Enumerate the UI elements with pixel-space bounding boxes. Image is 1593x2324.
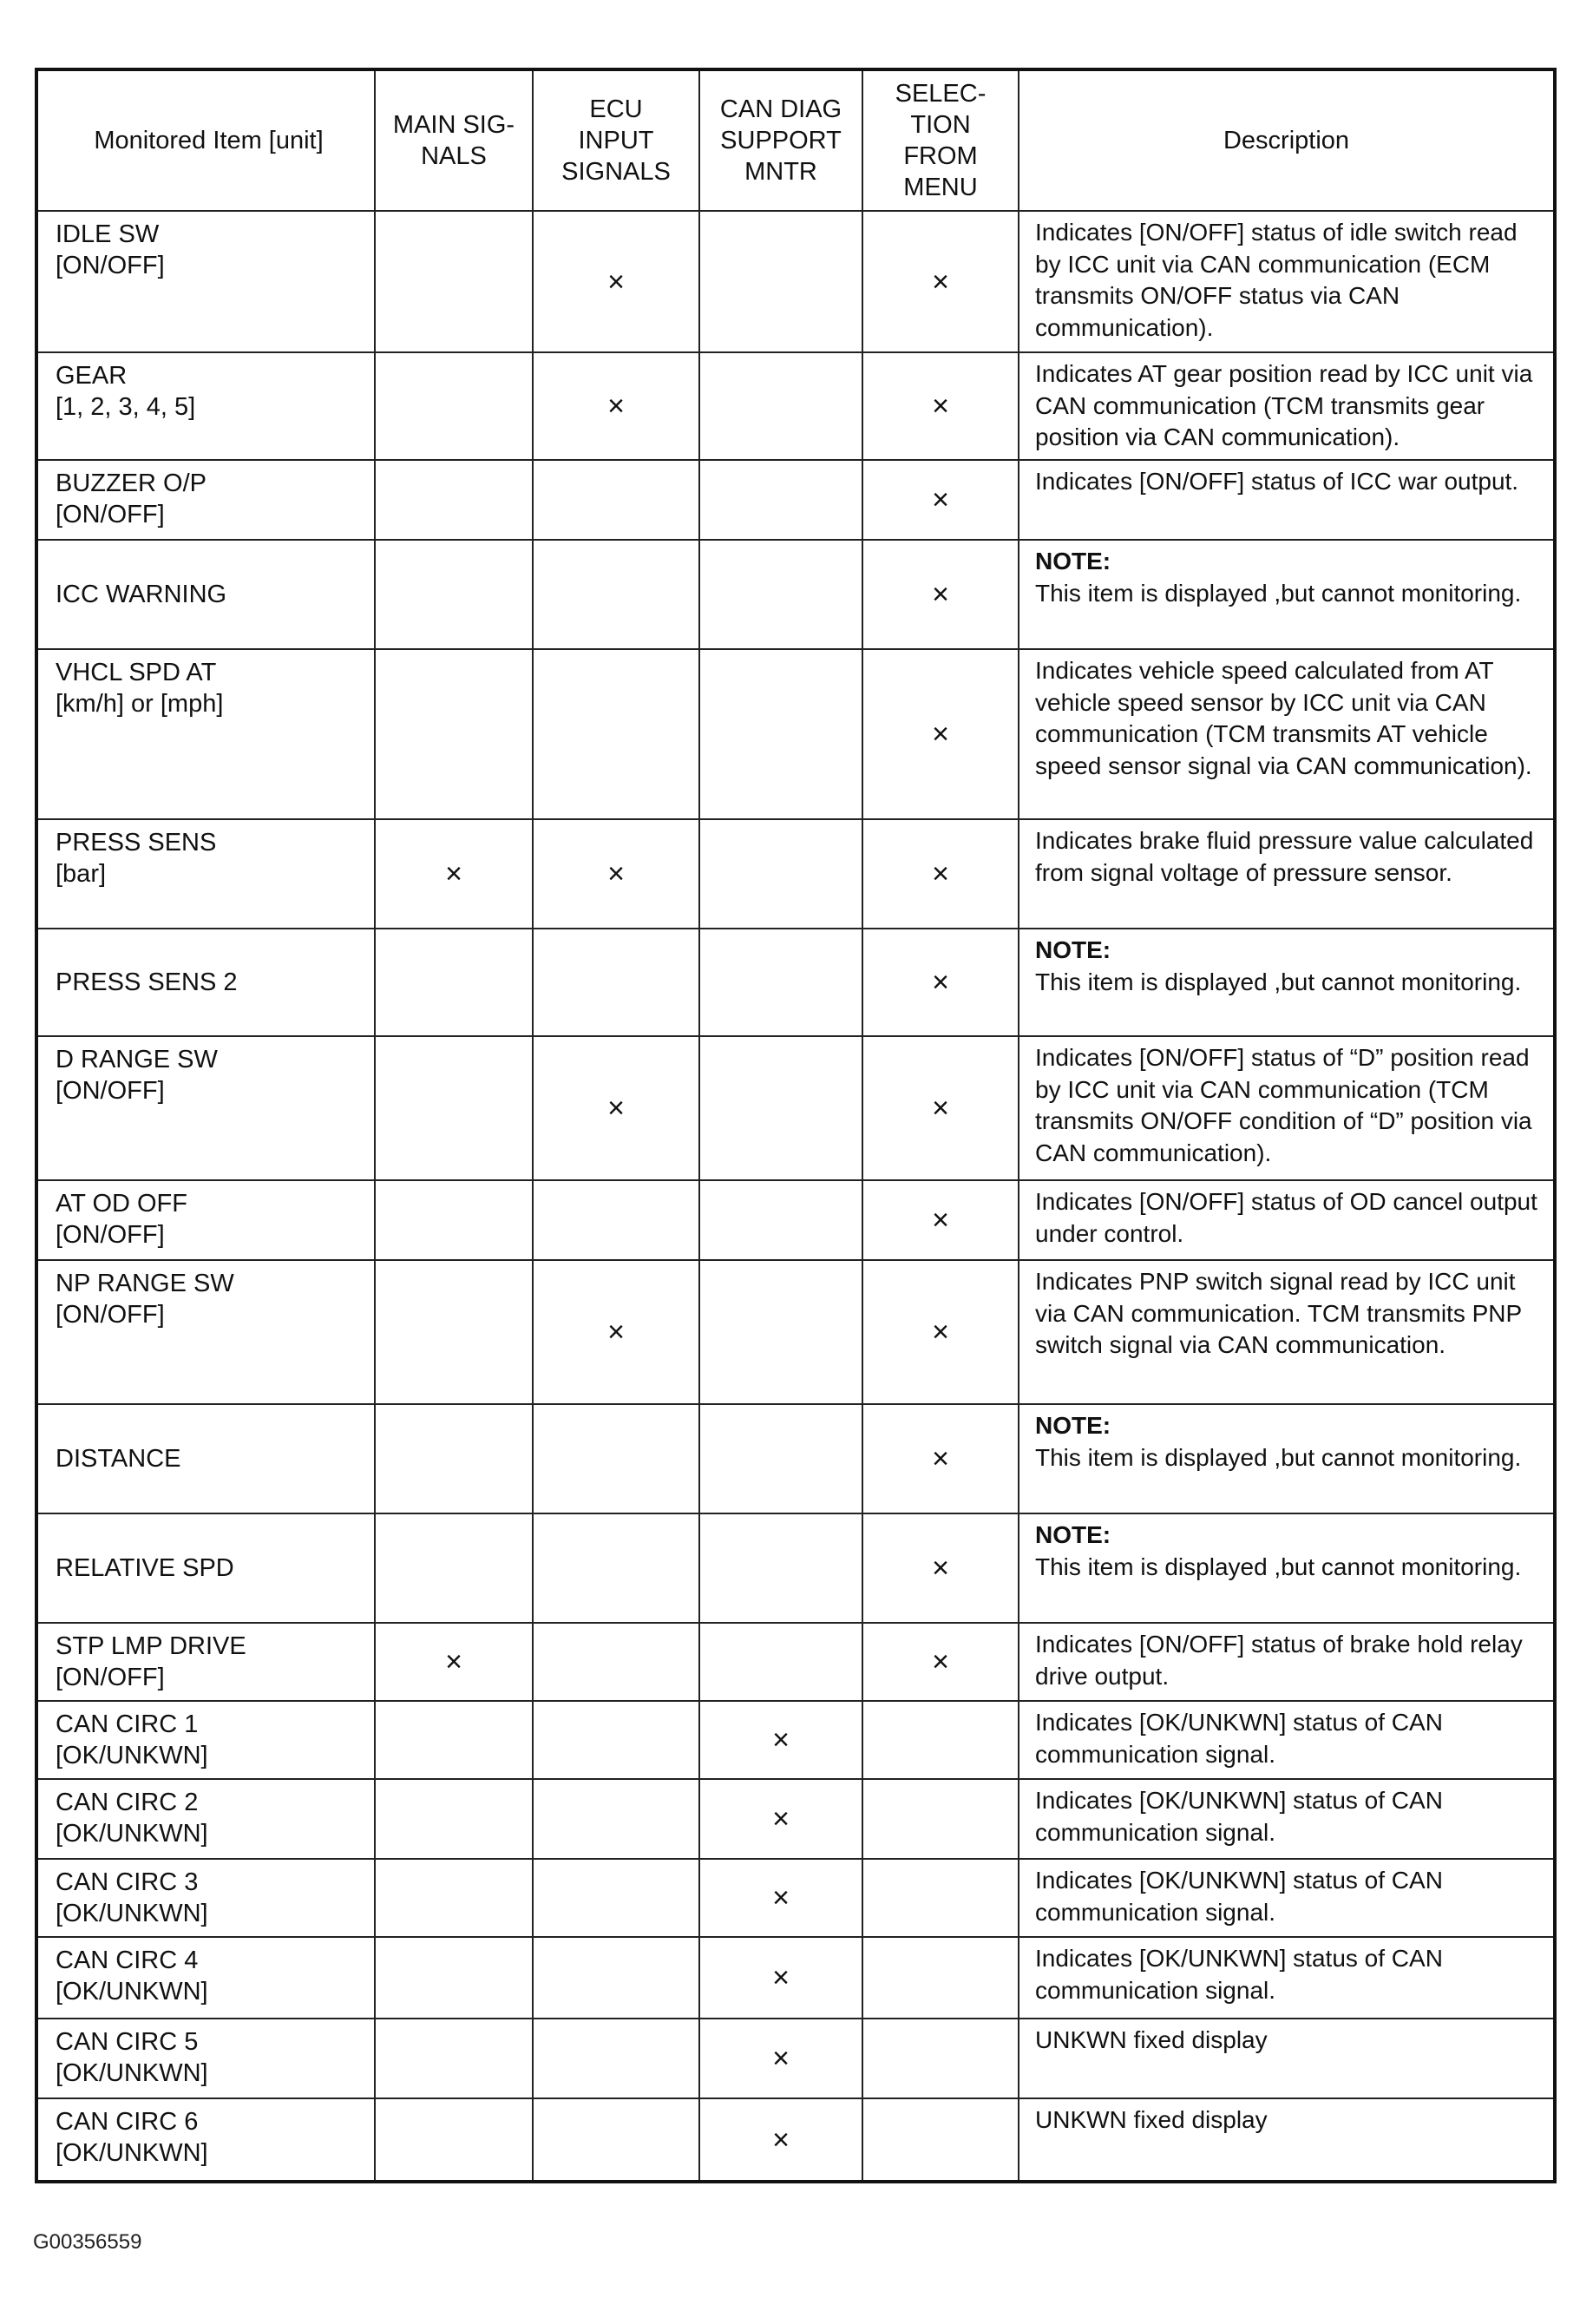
- monitored-item-unit: [OK/UNKWN]: [56, 1978, 208, 2006]
- main-signals-mark: ×: [375, 819, 533, 929]
- table-row: [36, 211, 1555, 352]
- monitored-item-unit: [ON/OFF]: [56, 1301, 165, 1329]
- can-diag-support-mark: [699, 1036, 862, 1180]
- selection-from-menu-mark: ×: [862, 1623, 1019, 1701]
- can-diag-support-mark: ×: [699, 1859, 862, 1937]
- monitored-item-name: CAN CIRC 3: [56, 1868, 199, 1896]
- description-cell: [1019, 2098, 1555, 2182]
- description-text: Indicates [ON/OFF] status of idle switch read by ICC unit via CAN communication (ECM transmits ON/OFF status via CAN communication).: [1035, 219, 1518, 341]
- monitored-item-cell: [36, 1404, 375, 1513]
- monitored-item-cell: [36, 819, 375, 929]
- main-signals-mark: [375, 929, 533, 1036]
- monitored-item-unit: [OK/UNKWN]: [56, 2139, 208, 2167]
- can-diag-support-mark: ×: [699, 2019, 862, 2098]
- table-row: [36, 1180, 1555, 1260]
- monitored-item-cell: [36, 2098, 375, 2182]
- main-signals-mark: [375, 1513, 533, 1623]
- monitored-item-name: CAN CIRC 5: [56, 2028, 199, 2056]
- ecu-input-signals-mark: [533, 1513, 699, 1623]
- monitored-item-cell: [36, 540, 375, 649]
- selection-from-menu-mark: [862, 1937, 1019, 2019]
- table-row: [36, 1623, 1555, 1701]
- description-cell: [1019, 649, 1555, 819]
- monitored-item-unit: [1, 2, 3, 4, 5]: [56, 393, 196, 421]
- ecu-input-signals-mark: ×: [533, 1036, 699, 1180]
- ecu-input-signals-mark: [533, 929, 699, 1036]
- selection-from-menu-mark: ×: [862, 1513, 1019, 1623]
- monitored-item-cell: [36, 1180, 375, 1260]
- description-text: Indicates [OK/UNKWN] status of CAN communication signal.: [1035, 1787, 1443, 1846]
- note-label: NOTE:: [1035, 548, 1111, 574]
- description-cell: [1019, 211, 1555, 352]
- table-row: [36, 1937, 1555, 2019]
- main-signals-mark: [375, 211, 533, 352]
- header-selection-from-menu: [862, 69, 1019, 211]
- ecu-input-signals-mark: [533, 1404, 699, 1513]
- header-line: SIGNALS: [561, 158, 671, 186]
- description-text: Indicates AT gear position read by ICC unit via CAN communication (TCM transmits gear position via CAN communication).: [1035, 360, 1533, 450]
- table-row: [36, 929, 1555, 1036]
- description-cell: [1019, 352, 1555, 460]
- monitored-item-name: ICC WARNING: [56, 581, 227, 608]
- header-line: SUPPORT: [720, 127, 842, 154]
- description-cell: [1019, 819, 1555, 929]
- main-signals-mark: [375, 1260, 533, 1404]
- ecu-input-signals-mark: ×: [533, 352, 699, 460]
- monitored-item-cell: [36, 460, 375, 540]
- description-text: Indicates PNP switch signal read by ICC unit via CAN communication. TCM transmits PNP switch signal via CAN communication.: [1035, 1268, 1522, 1358]
- figure-id: G00356559: [33, 2230, 142, 2254]
- can-diag-support-mark: [699, 1260, 862, 1404]
- selection-from-menu-mark: [862, 1701, 1019, 1779]
- main-signals-mark: [375, 540, 533, 649]
- monitored-item-name: RELATIVE SPD: [56, 1554, 234, 1582]
- can-diag-support-mark: [699, 1404, 862, 1513]
- header-line: CAN DIAG: [719, 95, 842, 123]
- header-can-diag-support-mntr: [699, 69, 862, 211]
- note-label: NOTE:: [1035, 1412, 1111, 1439]
- main-signals-mark: [375, 1779, 533, 1859]
- header-monitored-item: [36, 69, 375, 211]
- description-text: Indicates [OK/UNKWN] status of CAN communication signal.: [1035, 1709, 1443, 1768]
- header-row: [36, 69, 1555, 211]
- main-signals-mark: [375, 460, 533, 540]
- ecu-input-signals-mark: [533, 1701, 699, 1779]
- description-cell: [1019, 1937, 1555, 2019]
- header-line: MNTR: [744, 158, 817, 186]
- table-row: [36, 1779, 1555, 1859]
- can-diag-support-mark: [699, 819, 862, 929]
- can-diag-support-mark: [699, 649, 862, 819]
- selection-from-menu-mark: ×: [862, 540, 1019, 649]
- monitored-item-unit: [OK/UNKWN]: [56, 1742, 208, 1769]
- main-signals-mark: [375, 2098, 533, 2182]
- selection-from-menu-mark: [862, 1859, 1019, 1937]
- header-line: ECU: [589, 95, 643, 123]
- description-text: Indicates [ON/OFF] status of “D” position read by ICC unit via CAN communication (TCM transmits ON/OFF condition of “D” position via CAN communication).: [1035, 1044, 1532, 1166]
- main-signals-mark: [375, 649, 533, 819]
- description-text: Indicates vehicle speed calculated from AT vehicle speed sensor by ICC unit via CAN communication (TCM transmits AT vehicle speed sensor signal via CAN communication).: [1035, 657, 1532, 779]
- description-text: Indicates [ON/OFF] status of brake hold relay drive output.: [1035, 1631, 1523, 1690]
- selection-from-menu-mark: ×: [862, 929, 1019, 1036]
- can-diag-support-mark: [699, 1180, 862, 1260]
- table-row: [36, 1260, 1555, 1404]
- description-cell: [1019, 460, 1555, 540]
- description-text: Indicates [OK/UNKWN] status of CAN communication signal.: [1035, 1867, 1443, 1926]
- description-cell: [1019, 1859, 1555, 1937]
- table-row: [36, 819, 1555, 929]
- selection-from-menu-mark: ×: [862, 649, 1019, 819]
- monitored-item-cell: [36, 1623, 375, 1701]
- main-signals-mark: [375, 352, 533, 460]
- monitored-item-cell: [36, 2019, 375, 2098]
- ecu-input-signals-mark: [533, 1180, 699, 1260]
- monitored-item-unit: [ON/OFF]: [56, 1077, 165, 1105]
- main-signals-mark: [375, 1859, 533, 1937]
- selection-from-menu-mark: [862, 1779, 1019, 1859]
- can-diag-support-mark: ×: [699, 1701, 862, 1779]
- ecu-input-signals-mark: ×: [533, 211, 699, 352]
- ecu-input-signals-mark: [533, 1859, 699, 1937]
- selection-from-menu-mark: ×: [862, 1180, 1019, 1260]
- monitored-item-cell: [36, 1937, 375, 2019]
- selection-from-menu-mark: ×: [862, 819, 1019, 929]
- description-cell: [1019, 1513, 1555, 1623]
- monitored-item-name: AT OD OFF: [56, 1190, 187, 1218]
- header-line: Monitored Item [unit]: [94, 127, 324, 154]
- can-diag-support-mark: [699, 929, 862, 1036]
- selection-from-menu-mark: [862, 2098, 1019, 2182]
- description-text: Indicates brake fluid pressure value calculated from signal voltage of pressure sensor.: [1035, 827, 1534, 886]
- table-row: [36, 460, 1555, 540]
- can-diag-support-mark: ×: [699, 2098, 862, 2182]
- can-diag-support-mark: [699, 211, 862, 352]
- monitored-item-unit: [OK/UNKWN]: [56, 1820, 208, 1848]
- header-main-signals: [375, 69, 533, 211]
- monitored-item-name: D RANGE SW: [56, 1046, 218, 1073]
- selection-from-menu-mark: ×: [862, 1036, 1019, 1180]
- table-row: [36, 2098, 1555, 2182]
- description-text: Indicates [ON/OFF] status of OD cancel output under control.: [1035, 1188, 1537, 1247]
- monitored-item-unit: [ON/OFF]: [56, 1664, 165, 1691]
- ecu-input-signals-mark: [533, 540, 699, 649]
- ecu-input-signals-mark: [533, 2019, 699, 2098]
- monitored-item-cell: [36, 1859, 375, 1937]
- ecu-input-signals-mark: ×: [533, 1260, 699, 1404]
- monitored-item-name: BUZZER O/P: [56, 469, 207, 497]
- monitored-item-unit: [ON/OFF]: [56, 252, 165, 279]
- description-cell: [1019, 1180, 1555, 1260]
- monitored-item-cell: [36, 649, 375, 819]
- selection-from-menu-mark: ×: [862, 1404, 1019, 1513]
- monitored-item-name: IDLE SW: [56, 220, 160, 248]
- monitored-item-name: VHCL SPD AT: [56, 659, 217, 686]
- ecu-input-signals-mark: [533, 1623, 699, 1701]
- table-row: [36, 540, 1555, 649]
- monitored-item-name: GEAR: [56, 362, 128, 390]
- header-line: Description: [1223, 127, 1350, 154]
- monitored-item-cell: [36, 1779, 375, 1859]
- monitored-item-name: CAN CIRC 4: [56, 1947, 199, 1974]
- monitored-item-cell: [36, 1701, 375, 1779]
- main-signals-mark: [375, 1404, 533, 1513]
- monitored-item-name: DISTANCE: [56, 1445, 181, 1473]
- can-diag-support-mark: ×: [699, 1937, 862, 2019]
- monitored-item-unit: [OK/UNKWN]: [56, 1900, 208, 1927]
- header-line: INPUT: [578, 127, 654, 154]
- description-cell: [1019, 540, 1555, 649]
- description-cell: [1019, 1404, 1555, 1513]
- can-diag-support-mark: [699, 1513, 862, 1623]
- main-signals-mark: [375, 1180, 533, 1260]
- table-body: [36, 211, 1555, 2182]
- monitored-item-cell: [36, 1036, 375, 1180]
- description-text: Indicates [OK/UNKWN] status of CAN communication signal.: [1035, 1945, 1443, 2004]
- main-signals-mark: [375, 1036, 533, 1180]
- description-cell: [1019, 2019, 1555, 2098]
- ecu-input-signals-mark: [533, 1779, 699, 1859]
- table-row: [36, 1513, 1555, 1623]
- can-diag-support-mark: [699, 460, 862, 540]
- note-label: NOTE:: [1035, 1521, 1111, 1548]
- table-row: [36, 1036, 1555, 1180]
- description-text: UNKWN fixed display: [1035, 2106, 1268, 2133]
- main-signals-mark: ×: [375, 1623, 533, 1701]
- monitored-item-cell: [36, 352, 375, 460]
- description-text: This item is displayed ,but cannot monitoring.: [1035, 579, 1522, 607]
- monitored-item-cell: [36, 211, 375, 352]
- monitored-item-name: STP LMP DRIVE: [56, 1632, 246, 1660]
- monitored-item-name: PRESS SENS: [56, 829, 217, 857]
- table-row: [36, 2019, 1555, 2098]
- description-cell: [1019, 1701, 1555, 1779]
- selection-from-menu-mark: ×: [862, 1260, 1019, 1404]
- monitored-item-name: NP RANGE SW: [56, 1270, 234, 1297]
- header-line: FROM: [903, 142, 978, 170]
- ecu-input-signals-mark: [533, 649, 699, 819]
- monitored-item-name: CAN CIRC 6: [56, 2108, 199, 2136]
- can-diag-support-mark: [699, 1623, 862, 1701]
- description-text: This item is displayed ,but cannot monitoring.: [1035, 1553, 1522, 1580]
- monitored-item-name: PRESS SENS 2: [56, 968, 238, 996]
- header-line: MAIN SIG-: [392, 111, 515, 139]
- header-line: SELEC-: [895, 80, 987, 108]
- selection-from-menu-mark: ×: [862, 352, 1019, 460]
- description-text: UNKWN fixed display: [1035, 2026, 1268, 2053]
- main-signals-mark: [375, 1701, 533, 1779]
- description-cell: [1019, 1036, 1555, 1180]
- ecu-input-signals-mark: ×: [533, 819, 699, 929]
- description-text: This item is displayed ,but cannot monitoring.: [1035, 1443, 1522, 1471]
- description-cell: [1019, 1623, 1555, 1701]
- ecu-input-signals-mark: [533, 460, 699, 540]
- main-signals-mark: [375, 2019, 533, 2098]
- ecu-input-signals-mark: [533, 1937, 699, 2019]
- header-ecu-input-signals: [533, 69, 699, 211]
- selection-from-menu-mark: ×: [862, 460, 1019, 540]
- monitored-item-name: CAN CIRC 1: [56, 1710, 199, 1738]
- monitored-item-cell: [36, 929, 375, 1036]
- monitored-item-cell: [36, 1260, 375, 1404]
- description-cell: [1019, 1260, 1555, 1404]
- monitored-item-unit: [bar]: [56, 860, 107, 888]
- can-diag-support-mark: [699, 540, 862, 649]
- selection-from-menu-mark: ×: [862, 211, 1019, 352]
- description-text: This item is displayed ,but cannot monitoring.: [1035, 968, 1522, 995]
- header-description: [1019, 69, 1555, 211]
- can-diag-support-mark: ×: [699, 1779, 862, 1859]
- monitored-item-unit: [ON/OFF]: [56, 1221, 165, 1249]
- can-diag-support-mark: [699, 352, 862, 460]
- monitored-item-cell: [36, 1513, 375, 1623]
- header-line: TION: [910, 111, 971, 139]
- header-line: NALS: [421, 142, 487, 170]
- monitored-item-name: CAN CIRC 2: [56, 1789, 199, 1816]
- main-signals-mark: [375, 1937, 533, 2019]
- ecu-input-signals-mark: [533, 2098, 699, 2182]
- monitored-item-unit: [km/h] or [mph]: [56, 690, 224, 718]
- description-text: Indicates [ON/OFF] status of ICC war output.: [1035, 468, 1519, 495]
- table-row: [36, 1859, 1555, 1937]
- note-label: NOTE:: [1035, 936, 1111, 963]
- monitored-item-unit: [ON/OFF]: [56, 501, 165, 528]
- monitored-item-unit: [OK/UNKWN]: [56, 2059, 208, 2087]
- table-row: [36, 1701, 1555, 1779]
- table-row: [36, 1404, 1555, 1513]
- header-line: MENU: [903, 174, 978, 201]
- description-cell: [1019, 1779, 1555, 1859]
- table-row: [36, 649, 1555, 819]
- selection-from-menu-mark: [862, 2019, 1019, 2098]
- description-cell: [1019, 929, 1555, 1036]
- table-row: [36, 352, 1555, 460]
- monitor-items-table: [35, 68, 1557, 2183]
